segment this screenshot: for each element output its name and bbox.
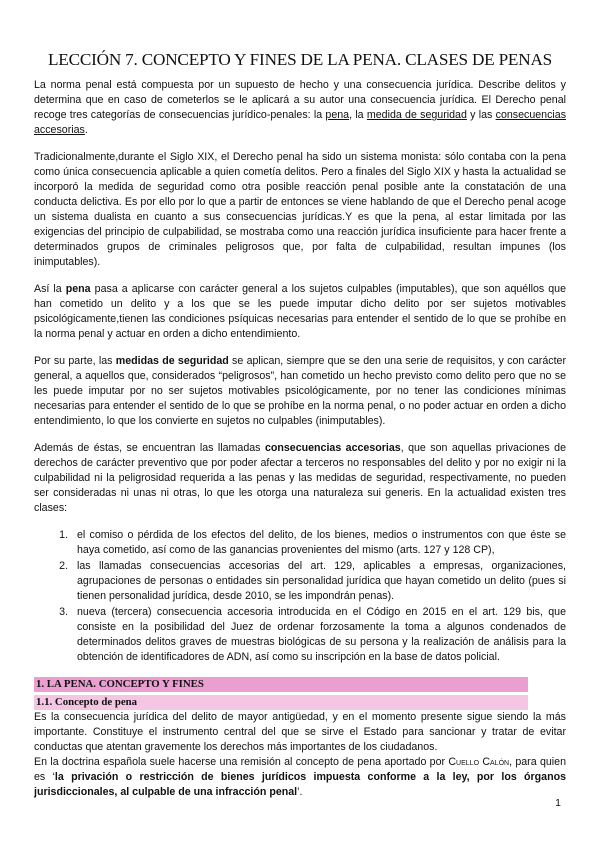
bold-term: consecuencias accesorias bbox=[264, 442, 401, 454]
author-name: Cuello Calón bbox=[448, 756, 510, 768]
document-body bbox=[34, 78, 566, 800]
paragraph-medidas bbox=[34, 354, 566, 429]
page-number: 1 bbox=[555, 797, 561, 809]
intro-paragraph bbox=[34, 78, 566, 138]
list-item: 1. el comiso o pérdida de los efectos del delito, de los bienes, medios o instrumentos con que éste se haya cometido, así como de las ganancias provenientes del mismo (arts. 127 y 128 CP), bbox=[71, 528, 566, 558]
text-span: Por su parte, las bbox=[34, 355, 116, 367]
text-span: , para quien es ‘ bbox=[34, 756, 566, 783]
text-span: ’. bbox=[297, 786, 303, 798]
text-span: se aplican, siempre que se den una serie de requisitos, y con carácter general, a aquellos que, considerados “peligrosos”, han cometido un hecho previsto como delito pero que no se les puede imputar por no ser sujetos motivables psicológicamente, por no tener las condiciones mínimas necesarias para entender el sentido de lo que se prohíbe en la norma penal, o no poder actuar en orden a dicho entendimiento, lo que los convierte en sujetos no culpables (inimputables). bbox=[34, 355, 567, 427]
intro-text: La norma penal está compuesta por un supuesto de hecho y una consecuencia jurídica. Describe delitos y determina que en caso de cometerlos se le aplicará a su autor una consecuencia jurídica. El Derecho penal recoge tres categorías de consecuencias jurídico-penales: la bbox=[34, 79, 566, 121]
text-span: En la doctrina española suele hacerse una remisión al concepto de pena aportado por bbox=[34, 756, 449, 768]
paragraph-concepto: Es la consecuencia jurídica del delito de mayor antigüedad, y en el momento presente sigue siendo la más importante. Constituye el instrumento central del que se sirve el Estado para sancionar y tratar de evitar conductas que atentan gravemente los derechos más importantes de los ciudadanos. bbox=[34, 711, 566, 753]
subsection-heading: 1.1. Concepto de pena bbox=[34, 695, 528, 710]
term-medida-seguridad: medida de seguridad bbox=[366, 109, 467, 121]
definition-quote: la privación o restricción de bienes jurídicos impuesta conforme a la ley, por los órganos jurisdiccionales, al culpable de una infracción penal bbox=[34, 771, 566, 798]
text-span: , que son aquellas privaciones de derechos de carácter preventivo que por poder afectar a terceros no responsables del delito y por no exigir ni la culpabilidad ni la peligrosidad requerida a las penas y las medidas de seguridad, respectivamente, no pueden ser consideradas ni unas ni otras, lo que les otorga una naturaleza sui generis. En la actualidad existen tres clases: bbox=[34, 442, 566, 514]
text-span: Además de éstas, se encuentran las llamadas bbox=[34, 442, 265, 454]
intro-sep-1: , la bbox=[349, 109, 367, 121]
text-span: Así la bbox=[34, 283, 66, 295]
paragraph-monista: Tradicionalmente,durante el Siglo XIX, el Derecho penal ha sido un sistema monista: sólo contaba con la pena como única consecuencia aplicable a quien cometía delitos. Pero a finales del Siglo XIX y hasta la actualidad se incorporó la medida de seguridad como otra posible reacción penal posible ante la constatación de una conducta delictiva. Es por ello por lo que a partir de entonces se viene hablando de que el Derecho penal acoge un sistema dualista en cuanto a sus consecuencias jurídicas.Y es que la pena, al estar limitada por las exigencias del principio de culpabilidad, se mostraba como una reacción jurídica insuficiente para hacer frente a determinados grupos de criminales peligrosos que, por falta de culpabilidad, resultan impunes (los inimputables). bbox=[34, 151, 566, 268]
intro-end: . bbox=[84, 124, 88, 136]
list-item: 2. las llamadas consecuencias accesorias del art. 129, aplicables a empresas, organizaciones, agrupaciones de personas o entidades sin personalidad jurídica que hayan cometido un delito (pues si tienen personalidad jurídica, desde 2010, se les impondrán penas). bbox=[71, 559, 566, 604]
text-span: pasa a aplicarse con carácter general a los sujetos culpables (imputables), que son aquéllos que han cometido un delito y a los que se les puede imputar dicho delito por ser sujetos motivables psicológicamente,tienen las condiciones psíquicas necesarias para entender el sentido de lo que se prohíbe en la norma penal y actuar en orden a dicho entendimiento. bbox=[34, 283, 566, 340]
paragraph-definicion bbox=[34, 755, 566, 800]
term-consecuencias-accesorias: consecuencias accesorias bbox=[34, 109, 567, 136]
term-pena: pena bbox=[325, 109, 350, 121]
paragraph-pena bbox=[34, 282, 566, 342]
bold-term: pena bbox=[65, 283, 91, 295]
section-heading: 1. LA PENA. CONCEPTO Y FINES bbox=[34, 677, 528, 692]
page-title: LECCIÓN 7. CONCEPTO Y FINES DE LA PENA. CLASES DE PENAS bbox=[47, 50, 553, 69]
consecuencias-list bbox=[34, 528, 566, 665]
list-item: 3. nueva (tercera) consecuencia accesoria introducida en el Código en 2015 en el art. 129 bis, que consiste en la posibilidad del Juez de ordenar forzosamente la toma a algunos condenados de determinados delitos graves de muestras biológicas de su persona y la realización de análisis para la obtención de identificadores de ADN, así como su inscripción en la base de datos policial. bbox=[71, 605, 566, 665]
bold-term: medidas de seguridad bbox=[115, 355, 229, 367]
intro-sep-2: y las bbox=[466, 109, 496, 121]
paragraph-consecuencias bbox=[34, 441, 566, 516]
